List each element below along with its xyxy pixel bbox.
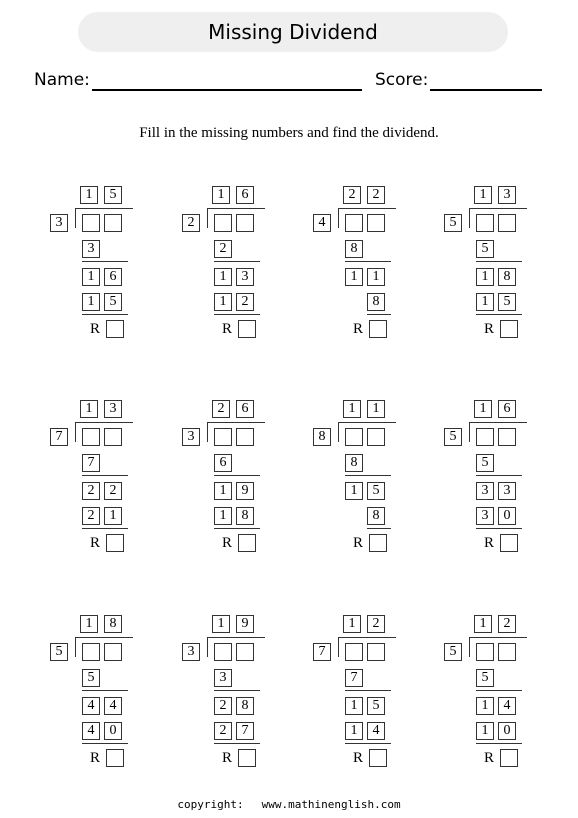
second-subtract-digit: 1 bbox=[104, 507, 122, 525]
dividend-answer-box[interactable] bbox=[367, 643, 385, 661]
quotient-digit: 6 bbox=[498, 400, 516, 418]
division-problem bbox=[180, 186, 290, 346]
subtract-line bbox=[476, 690, 522, 691]
first-subtract-box: 2 bbox=[214, 240, 232, 258]
quotient-digit: 1 bbox=[367, 400, 385, 418]
divisor-box: 7 bbox=[313, 643, 331, 661]
division-bar bbox=[469, 637, 527, 638]
quotient-digit: 2 bbox=[343, 186, 361, 204]
division-bracket bbox=[469, 637, 470, 657]
division-problem bbox=[180, 615, 290, 775]
remainder-answer-box[interactable] bbox=[369, 534, 387, 552]
bring-down-digit: 1 bbox=[214, 482, 232, 500]
second-subtract-digit: 5 bbox=[498, 293, 516, 311]
division-bracket bbox=[207, 637, 208, 657]
second-subtract-digit: 8 bbox=[236, 507, 254, 525]
remainder-label: R bbox=[222, 535, 233, 551]
second-subtract-digit: 1 bbox=[476, 722, 494, 740]
second-subtract-digit: 1 bbox=[476, 293, 494, 311]
second-subtract-digit: 0 bbox=[498, 722, 516, 740]
subtract-line bbox=[82, 690, 128, 691]
bring-down-digit: 8 bbox=[236, 697, 254, 715]
quotient-digit: 1 bbox=[474, 615, 492, 633]
copyright-label: copyright: bbox=[177, 798, 244, 811]
division-bar bbox=[469, 422, 527, 423]
division-problem bbox=[442, 400, 552, 560]
division-bracket bbox=[207, 208, 208, 228]
name-label: Name: bbox=[34, 70, 90, 90]
divisor-box: 3 bbox=[182, 643, 200, 661]
division-problem bbox=[48, 615, 158, 775]
dividend-answer-box[interactable] bbox=[476, 643, 494, 661]
subtract-line bbox=[82, 261, 128, 262]
division-problem bbox=[48, 186, 158, 346]
first-subtract-box: 8 bbox=[345, 454, 363, 472]
remainder-answer-box[interactable] bbox=[106, 749, 124, 767]
division-problem bbox=[442, 186, 552, 346]
remainder-answer-box[interactable] bbox=[500, 320, 518, 338]
bring-down-digit: 2 bbox=[82, 482, 100, 500]
divisor-box: 4 bbox=[313, 214, 331, 232]
second-subtract-digit: 2 bbox=[214, 722, 232, 740]
second-subtract-digit: 2 bbox=[82, 507, 100, 525]
bring-down-digit: 1 bbox=[476, 697, 494, 715]
divisor-box: 5 bbox=[444, 428, 462, 446]
division-bracket bbox=[338, 422, 339, 442]
first-subtract-box: 3 bbox=[214, 669, 232, 687]
division-bar bbox=[75, 637, 133, 638]
divisor-box: 5 bbox=[444, 643, 462, 661]
worksheet-title bbox=[78, 12, 508, 52]
quotient-digit: 1 bbox=[474, 400, 492, 418]
bring-down-digit: 1 bbox=[367, 268, 385, 286]
subtract-line bbox=[82, 743, 128, 744]
dividend-answer-box[interactable] bbox=[498, 214, 516, 232]
second-subtract-digit: 0 bbox=[104, 722, 122, 740]
bring-down-digit: 5 bbox=[367, 482, 385, 500]
second-subtract-digit: 4 bbox=[367, 722, 385, 740]
second-subtract-digit: 8 bbox=[367, 293, 385, 311]
quotient-digit: 2 bbox=[367, 615, 385, 633]
division-bracket bbox=[469, 422, 470, 442]
quotient-digit: 6 bbox=[236, 400, 254, 418]
remainder-label: R bbox=[90, 535, 101, 551]
quotient-digit: 1 bbox=[343, 615, 361, 633]
first-subtract-box: 3 bbox=[82, 240, 100, 258]
dividend-answer-box[interactable] bbox=[214, 643, 232, 661]
divisor-box: 5 bbox=[50, 643, 68, 661]
divisor-box: 3 bbox=[50, 214, 68, 232]
subtract-line bbox=[367, 314, 391, 315]
subtract-line bbox=[214, 475, 260, 476]
bring-down-digit: 1 bbox=[345, 482, 363, 500]
dividend-answer-box[interactable] bbox=[82, 643, 100, 661]
dividend-answer-box[interactable] bbox=[104, 428, 122, 446]
division-bar bbox=[75, 208, 133, 209]
quotient-digit: 6 bbox=[236, 186, 254, 204]
dividend-answer-box[interactable] bbox=[214, 428, 232, 446]
subtract-line bbox=[345, 690, 391, 691]
remainder-answer-box[interactable] bbox=[238, 534, 256, 552]
quotient-digit: 1 bbox=[343, 400, 361, 418]
remainder-label: R bbox=[222, 321, 233, 337]
bring-down-digit: 1 bbox=[345, 268, 363, 286]
subtract-line bbox=[345, 743, 391, 744]
subtract-line bbox=[82, 475, 128, 476]
remainder-label: R bbox=[484, 321, 495, 337]
dividend-answer-box[interactable] bbox=[345, 643, 363, 661]
dividend-answer-box[interactable] bbox=[104, 643, 122, 661]
divisor-box: 8 bbox=[313, 428, 331, 446]
bring-down-digit: 2 bbox=[214, 697, 232, 715]
division-problem bbox=[311, 186, 421, 346]
division-bar bbox=[469, 208, 527, 209]
dividend-answer-box[interactable] bbox=[82, 428, 100, 446]
remainder-answer-box[interactable] bbox=[238, 320, 256, 338]
bring-down-digit: 4 bbox=[498, 697, 516, 715]
division-bracket bbox=[75, 637, 76, 657]
second-subtract-digit: 0 bbox=[498, 507, 516, 525]
remainder-answer-box[interactable] bbox=[500, 749, 518, 767]
division-bar bbox=[75, 422, 133, 423]
division-bracket bbox=[469, 208, 470, 228]
bring-down-digit: 4 bbox=[104, 697, 122, 715]
divisor-box: 2 bbox=[182, 214, 200, 232]
remainder-label: R bbox=[484, 750, 495, 766]
division-bar bbox=[207, 422, 265, 423]
subtract-line bbox=[345, 261, 391, 262]
division-bracket bbox=[75, 208, 76, 228]
second-subtract-digit: 1 bbox=[82, 293, 100, 311]
division-bracket bbox=[338, 208, 339, 228]
divisor-box: 3 bbox=[182, 428, 200, 446]
dividend-answer-box[interactable] bbox=[345, 214, 363, 232]
name-blank-line[interactable] bbox=[92, 89, 362, 91]
dividend-answer-box[interactable] bbox=[345, 428, 363, 446]
division-bar bbox=[338, 637, 396, 638]
remainder-answer-box[interactable] bbox=[369, 749, 387, 767]
quotient-digit: 8 bbox=[104, 615, 122, 633]
division-bar bbox=[207, 637, 265, 638]
quotient-digit: 9 bbox=[236, 615, 254, 633]
remainder-label: R bbox=[90, 750, 101, 766]
remainder-label: R bbox=[353, 321, 364, 337]
quotient-digit: 2 bbox=[367, 186, 385, 204]
bring-down-digit: 6 bbox=[104, 268, 122, 286]
subtract-line bbox=[214, 314, 260, 315]
dividend-answer-box[interactable] bbox=[367, 214, 385, 232]
subtract-line bbox=[214, 261, 260, 262]
first-subtract-box: 5 bbox=[476, 240, 494, 258]
bring-down-digit: 2 bbox=[104, 482, 122, 500]
quotient-digit: 1 bbox=[474, 186, 492, 204]
second-subtract-digit: 4 bbox=[82, 722, 100, 740]
bring-down-digit: 3 bbox=[498, 482, 516, 500]
subtract-line bbox=[476, 528, 522, 529]
remainder-answer-box[interactable] bbox=[106, 534, 124, 552]
dividend-answer-box[interactable] bbox=[236, 214, 254, 232]
division-bracket bbox=[207, 422, 208, 442]
first-subtract-box: 7 bbox=[82, 454, 100, 472]
dividend-answer-box[interactable] bbox=[498, 428, 516, 446]
bring-down-digit: 9 bbox=[236, 482, 254, 500]
dividend-answer-box[interactable] bbox=[476, 428, 494, 446]
first-subtract-box: 5 bbox=[476, 669, 494, 687]
subtract-line bbox=[476, 261, 522, 262]
second-subtract-digit: 1 bbox=[345, 722, 363, 740]
dividend-answer-box[interactable] bbox=[236, 428, 254, 446]
remainder-answer-box[interactable] bbox=[238, 749, 256, 767]
footer bbox=[0, 798, 578, 811]
score-label: Score: bbox=[375, 70, 429, 90]
remainder-answer-box[interactable] bbox=[106, 320, 124, 338]
bring-down-digit: 1 bbox=[82, 268, 100, 286]
division-bracket bbox=[75, 422, 76, 442]
quotient-digit: 2 bbox=[498, 615, 516, 633]
quotient-digit: 3 bbox=[498, 186, 516, 204]
site-url: www.mathinenglish.com bbox=[261, 798, 401, 811]
division-problem bbox=[442, 615, 552, 775]
first-subtract-box: 8 bbox=[345, 240, 363, 258]
bring-down-digit: 1 bbox=[345, 697, 363, 715]
subtract-line bbox=[214, 528, 260, 529]
dividend-answer-box[interactable] bbox=[498, 643, 516, 661]
bring-down-digit: 5 bbox=[367, 697, 385, 715]
bring-down-digit: 4 bbox=[82, 697, 100, 715]
dividend-answer-box[interactable] bbox=[367, 428, 385, 446]
subtract-line bbox=[82, 314, 128, 315]
bring-down-digit: 3 bbox=[476, 482, 494, 500]
quotient-digit: 1 bbox=[80, 615, 98, 633]
subtract-line bbox=[214, 690, 260, 691]
quotient-digit: 1 bbox=[212, 186, 230, 204]
first-subtract-box: 6 bbox=[214, 454, 232, 472]
subtract-line bbox=[476, 475, 522, 476]
dividend-answer-box[interactable] bbox=[236, 643, 254, 661]
dividend-answer-box[interactable] bbox=[104, 214, 122, 232]
division-bar bbox=[338, 422, 396, 423]
remainder-label: R bbox=[90, 321, 101, 337]
second-subtract-digit: 7 bbox=[236, 722, 254, 740]
division-problem bbox=[311, 400, 421, 560]
dividend-answer-box[interactable] bbox=[82, 214, 100, 232]
divisor-box: 5 bbox=[444, 214, 462, 232]
second-subtract-digit: 1 bbox=[214, 507, 232, 525]
division-problem bbox=[180, 400, 290, 560]
quotient-digit: 2 bbox=[212, 400, 230, 418]
remainder-label: R bbox=[353, 750, 364, 766]
division-bracket bbox=[338, 637, 339, 657]
score-blank-line[interactable] bbox=[430, 89, 542, 91]
remainder-label: R bbox=[353, 535, 364, 551]
subtract-line bbox=[476, 743, 522, 744]
subtract-line bbox=[345, 475, 391, 476]
division-problem bbox=[311, 615, 421, 775]
remainder-answer-box[interactable] bbox=[369, 320, 387, 338]
bring-down-digit: 8 bbox=[498, 268, 516, 286]
subtract-line bbox=[476, 314, 522, 315]
quotient-digit: 1 bbox=[80, 186, 98, 204]
remainder-label: R bbox=[484, 535, 495, 551]
second-subtract-digit: 5 bbox=[104, 293, 122, 311]
second-subtract-digit: 2 bbox=[236, 293, 254, 311]
bring-down-digit: 1 bbox=[214, 268, 232, 286]
remainder-answer-box[interactable] bbox=[500, 534, 518, 552]
first-subtract-box: 7 bbox=[345, 669, 363, 687]
title-text: Missing Dividend bbox=[208, 20, 378, 44]
subtract-line bbox=[82, 528, 128, 529]
quotient-digit: 1 bbox=[212, 615, 230, 633]
dividend-answer-box[interactable] bbox=[214, 214, 232, 232]
divisor-box: 7 bbox=[50, 428, 68, 446]
dividend-answer-box[interactable] bbox=[476, 214, 494, 232]
division-bar bbox=[338, 208, 396, 209]
quotient-digit: 1 bbox=[80, 400, 98, 418]
subtract-line bbox=[367, 528, 391, 529]
remainder-label: R bbox=[222, 750, 233, 766]
division-problem bbox=[48, 400, 158, 560]
first-subtract-box: 5 bbox=[82, 669, 100, 687]
second-subtract-digit: 8 bbox=[367, 507, 385, 525]
first-subtract-box: 5 bbox=[476, 454, 494, 472]
second-subtract-digit: 1 bbox=[214, 293, 232, 311]
subtract-line bbox=[214, 743, 260, 744]
quotient-digit: 3 bbox=[104, 400, 122, 418]
second-subtract-digit: 3 bbox=[476, 507, 494, 525]
bring-down-digit: 3 bbox=[236, 268, 254, 286]
bring-down-digit: 1 bbox=[476, 268, 494, 286]
division-bar bbox=[207, 208, 265, 209]
instructions: Fill in the missing numbers and find the dividend. bbox=[139, 125, 439, 141]
quotient-digit: 5 bbox=[104, 186, 122, 204]
